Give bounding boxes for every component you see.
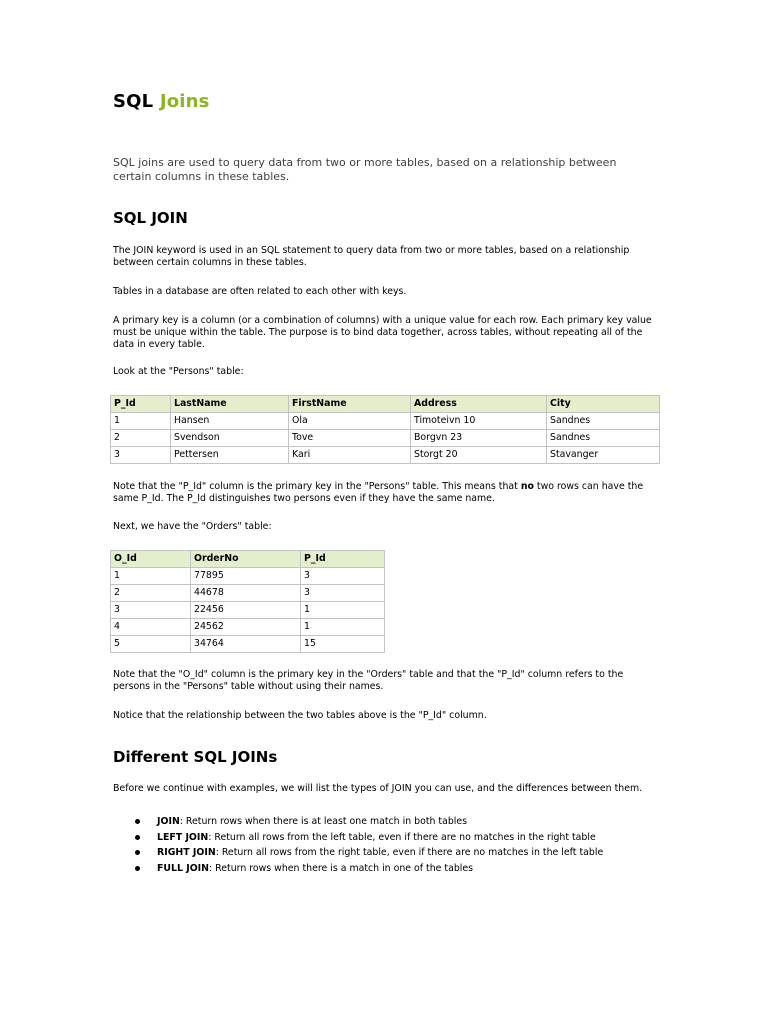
note-text: two rows can have the same P_Id. The P_Id distinguishes two persons even if they have the same name. <box>113 481 644 504</box>
join-term: JOIN <box>157 816 180 827</box>
table-cell: 1 <box>111 413 171 430</box>
title-accent: Joins <box>159 91 210 112</box>
section-heading-different-joins: Different SQL JOINs <box>113 748 278 766</box>
table-cell: Sandnes <box>547 430 660 447</box>
table-cell: 4 <box>111 619 191 636</box>
table-row <box>111 568 385 585</box>
table-cell: 3 <box>301 585 385 602</box>
table-row <box>111 413 660 430</box>
paragraph-look-persons: Look at the "Persons" table: <box>113 366 244 377</box>
table-cell: Tove <box>289 430 411 447</box>
column-header: LastName <box>171 396 289 413</box>
paragraph-join-keyword: The JOIN keyword is used in an SQL statement to query data from two or more tables, based on a relationship between certain columns in these tables. <box>113 245 630 268</box>
table-cell: Borgvn 23 <box>411 430 547 447</box>
paragraph-next-orders: Next, we have the "Orders" table: <box>113 521 272 532</box>
section-heading-sql-join: SQL JOIN <box>113 209 188 227</box>
column-header: Address <box>411 396 547 413</box>
paragraph-relationship: Notice that the relationship between the two tables above is the "P_Id" column. <box>113 710 487 721</box>
table-row <box>111 619 385 636</box>
join-types-list <box>113 814 603 876</box>
table-row <box>111 585 385 602</box>
paragraph-note-pid <box>113 481 658 505</box>
column-header: City <box>547 396 660 413</box>
table-cell: 22456 <box>191 602 301 619</box>
bullet-icon <box>135 835 140 840</box>
table-cell: Stavanger <box>547 447 660 464</box>
table-cell: 2 <box>111 585 191 602</box>
table-row <box>111 636 385 653</box>
table-cell: Svendson <box>171 430 289 447</box>
table-cell: Kari <box>289 447 411 464</box>
table-cell: Sandnes <box>547 413 660 430</box>
table-cell: 1 <box>301 602 385 619</box>
title-main: SQL <box>113 91 154 112</box>
table-cell: Timoteivn 10 <box>411 413 547 430</box>
column-header: FirstName <box>289 396 411 413</box>
table-cell: 5 <box>111 636 191 653</box>
table-cell: 15 <box>301 636 385 653</box>
join-description: : Return rows when there is a match in one of the tables <box>209 862 474 874</box>
bullet-icon <box>135 819 140 824</box>
list-item <box>113 814 603 830</box>
column-header: P_Id <box>301 551 385 568</box>
persons-table <box>110 395 660 464</box>
table-cell: 3 <box>301 568 385 585</box>
note-emphasis: no <box>520 481 534 492</box>
list-item <box>113 830 603 846</box>
paragraph-note-oid: Note that the "O_Id" column is the primary key in the "Orders" table and that the "P_Id" column refers to the persons in the "Persons" table without using their names. <box>113 669 624 692</box>
table-cell: 24562 <box>191 619 301 636</box>
table-cell: 3 <box>111 447 171 464</box>
page-title <box>113 90 210 114</box>
column-header: P_Id <box>111 396 171 413</box>
list-item <box>113 861 603 877</box>
table-cell: Ola <box>289 413 411 430</box>
bullet-icon <box>135 850 140 855</box>
join-term: LEFT JOIN <box>157 831 209 843</box>
join-description: : Return rows when there is at least one match in both tables <box>179 816 468 827</box>
table-row <box>111 602 385 619</box>
paragraph-keys: Tables in a database are often related to each other with keys. <box>113 286 407 297</box>
table-cell: 3 <box>111 602 191 619</box>
column-header: O_Id <box>111 551 191 568</box>
paragraph-primary-key: A primary key is a column (or a combination of columns) with a unique value for each row. Each primary key value must be unique within the table. The purpose is to bind data together, across tables, without repeating all of the data in every table. <box>113 315 652 350</box>
table-cell: 2 <box>111 430 171 447</box>
table-row <box>111 447 660 464</box>
table-cell: Pettersen <box>171 447 289 464</box>
table-row <box>111 430 660 447</box>
table-cell: 44678 <box>191 585 301 602</box>
table-cell: 34764 <box>191 636 301 653</box>
paragraph-before-examples: Before we continue with examples, we will list the types of JOIN you can use, and the differences between them. <box>113 783 643 794</box>
intro-paragraph: SQL joins are used to query data from two or more tables, based on a relationship between certain columns in these tables. <box>113 156 617 183</box>
column-header: OrderNo <box>191 551 301 568</box>
table-cell: 77895 <box>191 568 301 585</box>
bullet-icon <box>135 866 140 871</box>
join-description: : Return all rows from the left table, even if there are no matches in the right table <box>208 831 596 843</box>
join-description: : Return all rows from the right table, even if there are no matches in the left table <box>215 847 604 858</box>
table-header-row <box>111 396 660 413</box>
orders-table <box>110 550 385 653</box>
table-cell: Storgt 20 <box>411 447 547 464</box>
table-cell: 1 <box>111 568 191 585</box>
note-text: Note that the "P_Id" column is the primary key in the "Persons" table. This means that <box>113 481 521 492</box>
table-cell: Hansen <box>171 413 289 430</box>
table-header-row <box>111 551 385 568</box>
join-term: FULL JOIN <box>157 862 210 874</box>
table-cell: 1 <box>301 619 385 636</box>
join-term: RIGHT JOIN <box>157 847 216 858</box>
list-item <box>113 845 603 861</box>
